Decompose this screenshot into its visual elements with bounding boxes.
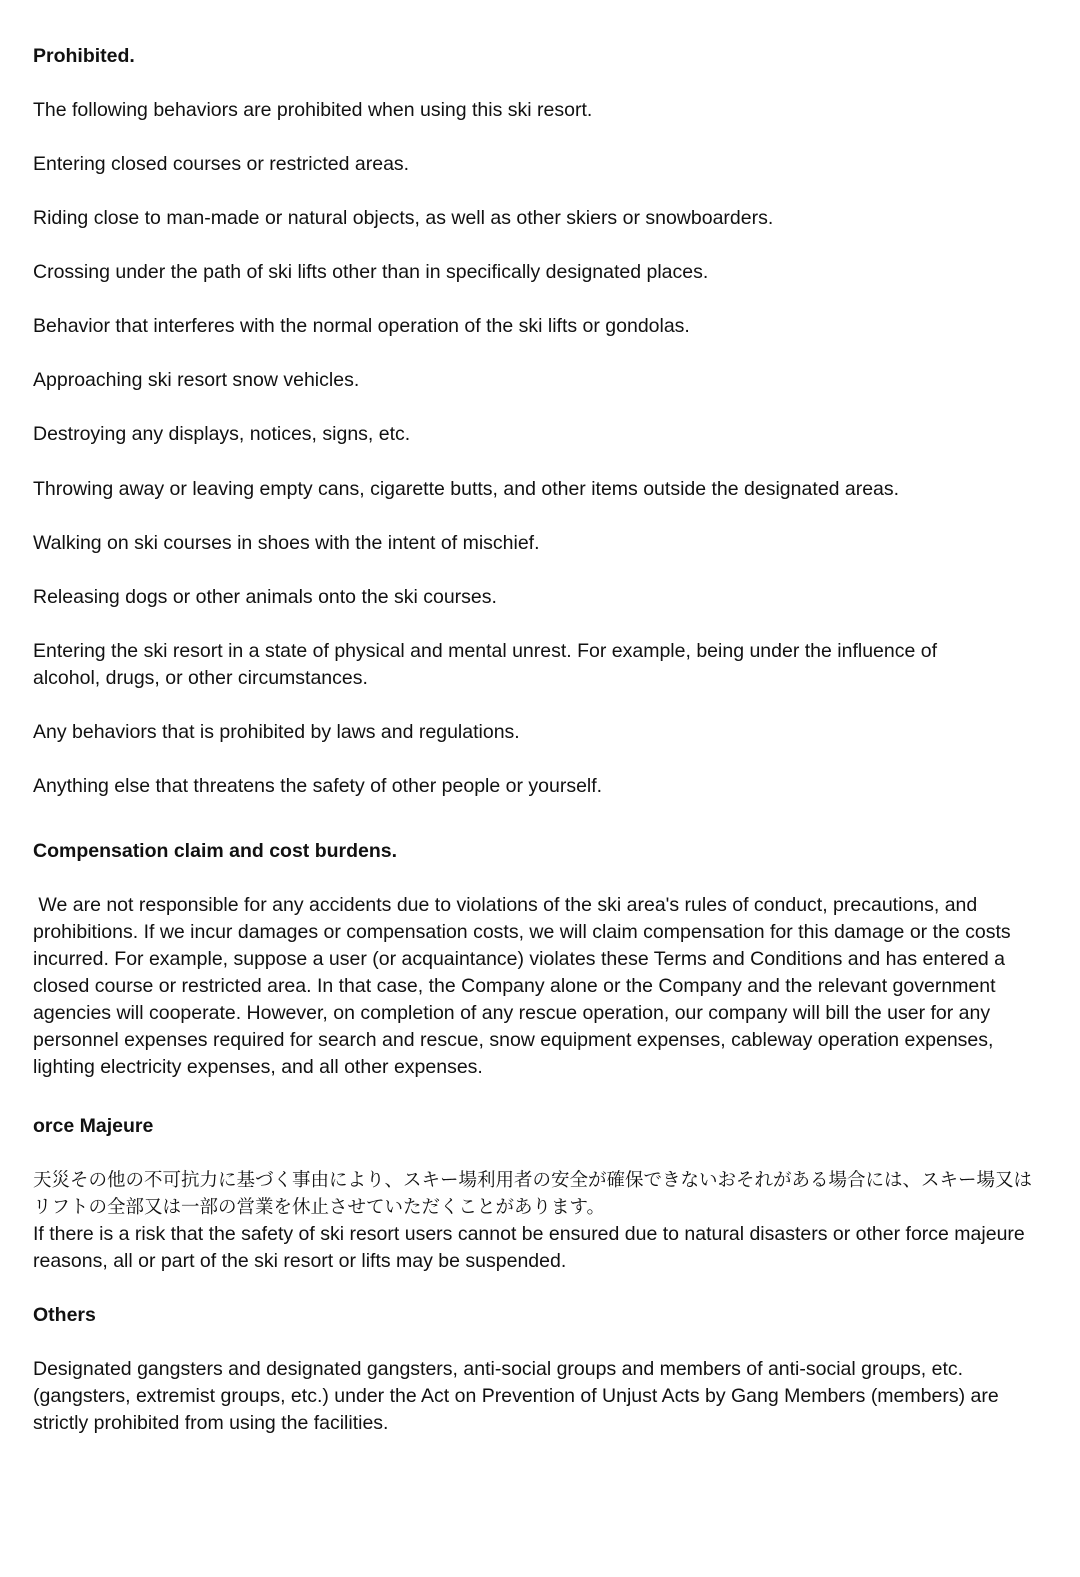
section-heading-others: Others (33, 1304, 96, 1326)
others-body: Designated gangsters and designated gangsters, anti-social groups and members of anti-social groups, etc. (gangsters, extremist groups, etc.) under the Act on Prevention of Unjust Acts by Gang Members (members) are strictly prohibited from using the facilities. (33, 1358, 999, 1434)
compensation-body: We are not responsible for any accidents due to violations of the ski area's rules of conduct, precautions, and prohibitions. If we incur damages or compensation costs, we will claim compensation for this damage or the costs incurred. For example, suppose a user (or acquaintance) violates these Terms and Conditions and has entered a closed course or restricted area. In that case, the Company alone or the Company and the relevant government agencies will cooperate. However, on completion of any rescue operation, our company will bill the user for any personnel expenses required for search and rescue, snow equipment expenses, cableway operation expenses, lighting electricity expenses, and all other expenses. (33, 894, 1017, 1078)
section-heading-force-majeure: orce Majeure (33, 1115, 154, 1137)
prohibited-item: Riding close to man-made or natural objects, as well as other skiers or snowboarders. (33, 207, 774, 229)
prohibited-intro: The following behaviors are prohibited when using this ski resort. (33, 99, 593, 121)
prohibited-item: Crossing under the path of ski lifts other than in specifically designated places. (33, 261, 709, 283)
force-majeure-body-english: If there is a risk that the safety of ski resort users cannot be ensured due to natural disasters or other force majeure reasons, all or part of the ski resort or lifts may be suspended. (33, 1223, 1025, 1272)
prohibited-item: Behavior that interferes with the normal operation of the ski lifts or gondolas. (33, 315, 690, 337)
prohibited-item: Releasing dogs or other animals onto the ski courses. (33, 586, 497, 608)
section-heading-compensation: Compensation claim and cost burdens. (33, 840, 398, 862)
force-majeure-body-japanese: 天災その他の不可抗力に基づく事由により、スキー場利用者の安全が確保できないおそれがある場合には、スキー場又はリフトの全部又は一部の営業を休止させていただくことがあります。 (33, 1170, 1033, 1218)
prohibited-item: Entering closed courses or restricted areas. (33, 153, 410, 175)
prohibited-item: Walking on ski courses in shoes with the intent of mischief. (33, 532, 540, 554)
prohibited-item: Any behaviors that is prohibited by laws and regulations. (33, 721, 520, 743)
prohibited-item: Entering the ski resort in a state of physical and mental unrest. For example, being under the influence of alcohol, drugs, or other circumstances. (33, 640, 938, 689)
prohibited-item: Anything else that threatens the safety of other people or yourself. (33, 775, 603, 797)
section-heading-prohibited: Prohibited. (33, 45, 135, 67)
prohibited-item: Throwing away or leaving empty cans, cigarette butts, and other items outside the designated areas. (33, 478, 900, 500)
prohibited-item: Destroying any displays, notices, signs, etc. (33, 423, 411, 445)
prohibited-item: Approaching ski resort snow vehicles. (33, 369, 360, 391)
